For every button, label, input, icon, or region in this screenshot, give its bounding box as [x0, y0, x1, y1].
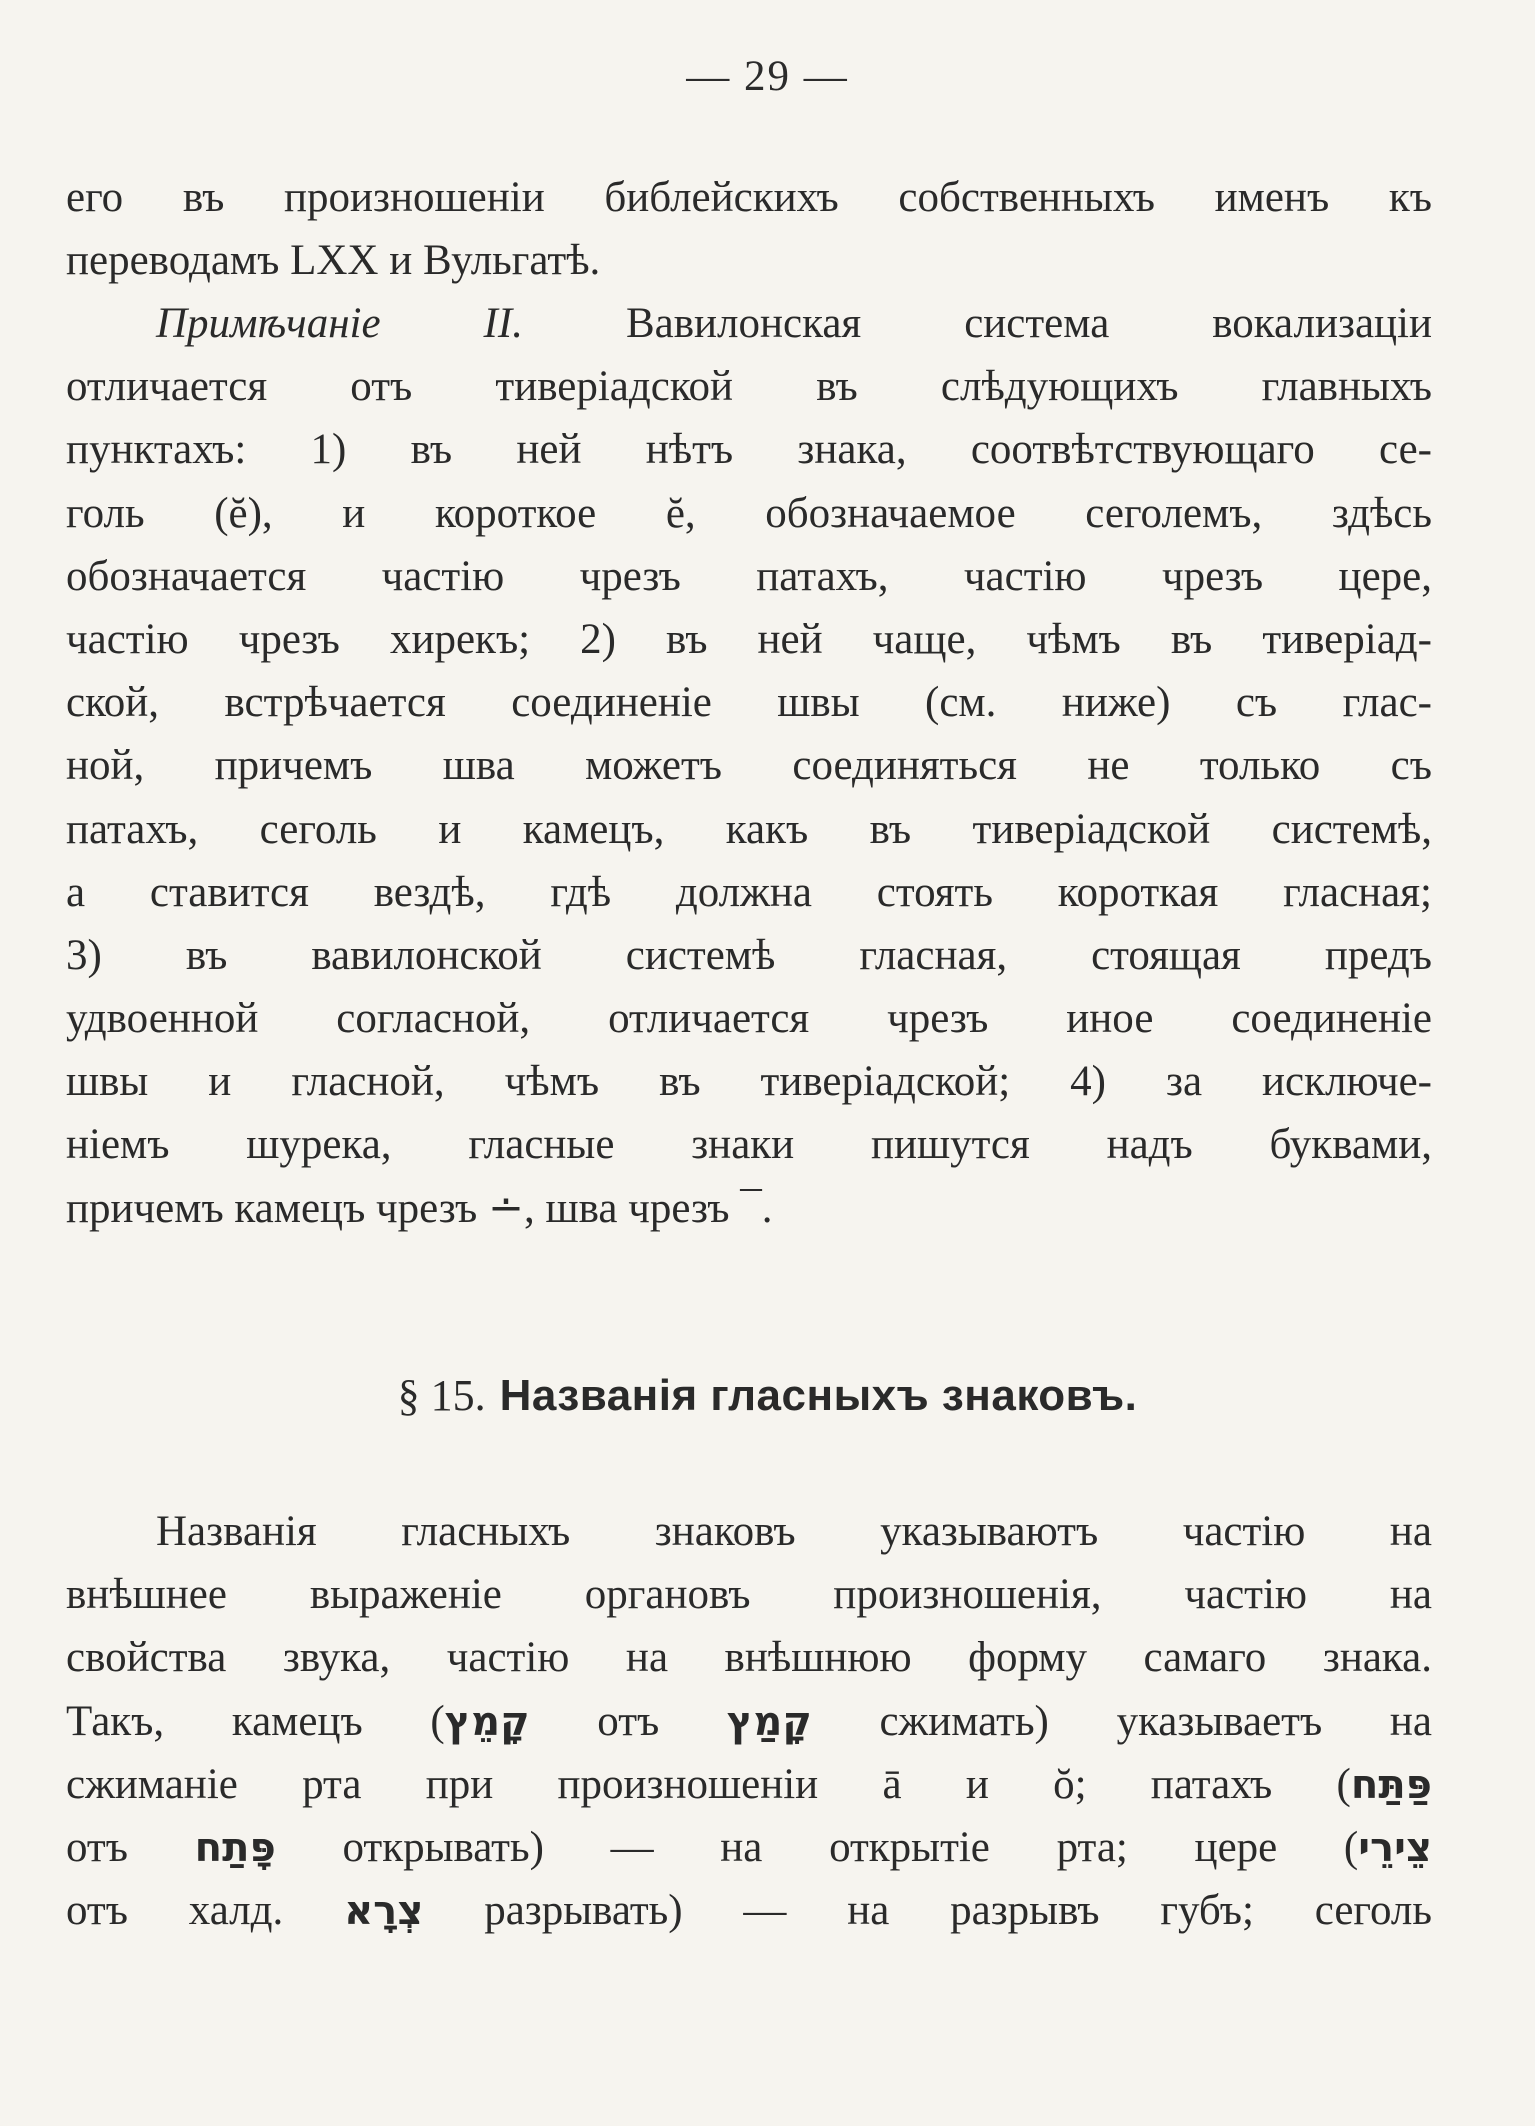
page-number: — 29 — [686, 53, 849, 100]
note-paragraph [66, 292, 1432, 1240]
text-segment: отъ халд. [66, 1887, 345, 1935]
text-line: удвоенной согласной, отличается чрезъ иное соединеніе [66, 995, 1432, 1043]
hebrew-word: צֵירֵי [1358, 1824, 1432, 1871]
section-number: § 15. [397, 1371, 486, 1420]
text-segment: отъ [529, 1697, 727, 1745]
text-line: голь (ĕ), и короткое ĕ, обозначаемое сеголемъ, здѣсь [66, 489, 1432, 537]
text-line: швы и гласной, чѣмъ въ тиверіадской; 4) за исключе- [66, 1058, 1432, 1106]
text-line: переводамъ LXX и Вульгатѣ. [66, 237, 601, 285]
paragraph-continuation [66, 166, 1432, 292]
hebrew-word: צְרָא [344, 1888, 424, 1935]
text-line [66, 1753, 1432, 1816]
text-segment: сжиманіе рта при произношеніи ā и ŏ; патахъ ( [66, 1760, 1351, 1808]
text-segment: разрывать) — на разрывъ губъ; сеголь [423, 1887, 1432, 1935]
text-line: пунктахъ: 1) въ ней нѣтъ знака, соотвѣтствующаго се- [66, 426, 1432, 474]
hebrew-word: קָמֵץ [444, 1698, 530, 1745]
text-line: отличается отъ тиверіадской въ слѣдующихъ главныхъ [66, 363, 1432, 411]
text-line: свойства звука, частію на внѣшнюю форму самаго знака. [66, 1634, 1432, 1682]
note-first-line [66, 292, 1432, 355]
text-line: его въ произношеніи библейскихъ собственныхъ именъ къ [66, 174, 1432, 221]
hebrew-word: פַּתַּח [1350, 1761, 1432, 1808]
section-heading [0, 1370, 1535, 1421]
text-line: внѣшнее выраженіе органовъ произношенія, частію на [66, 1571, 1432, 1619]
text-line: частію чрезъ хирекъ; 2) въ ней чаще, чѣмъ въ тиверіад- [66, 615, 1432, 663]
text-line: патахъ, сеголь и камецъ, какъ въ тиверіадской системѣ, [66, 805, 1432, 853]
text-line: ной, причемъ шва можетъ соединяться не только съ [66, 742, 1432, 790]
text-line: 3) въ вавилонской системѣ гласная, стоящая предъ [66, 931, 1432, 979]
hebrew-word: קָמַץ [726, 1698, 812, 1745]
text-line [66, 1816, 1432, 1879]
text-line: обозначается частію чрезъ патахъ, частію чрезъ цере, [66, 552, 1432, 600]
note-first-line-text: Вавилонская система вокализаціи [625, 300, 1433, 347]
text-line: ской, встрѣчается соединеніе швы (см. ниже) съ глас- [66, 679, 1432, 727]
text-line: Названія гласныхъ знаковъ указываютъ частію на [156, 1508, 1432, 1555]
text-segment: сжимать) указываетъ на [811, 1697, 1432, 1745]
text-segment: Такъ, камецъ ( [66, 1697, 445, 1745]
hebrew-word: פָּתַח [194, 1824, 276, 1871]
text-line: причемъ камецъ чрезъ ∸, шва чрезъ ¯. [66, 1184, 773, 1232]
text-line: ніемъ шурека, гласные знаки пишутся надъ буквами, [66, 1121, 1432, 1169]
text-line: а ставится вездѣ, гдѣ должна стоять короткая гласная; [66, 868, 1432, 916]
section-title: Названія гласныхъ знаковъ. [499, 1371, 1138, 1420]
text-segment: отъ [66, 1823, 195, 1871]
section-paragraph [66, 1500, 1432, 1942]
text-line [66, 1690, 1432, 1753]
note-label: Примѣчаніе II. [156, 300, 523, 347]
text-line [66, 1879, 1432, 1942]
text-segment: открывать) — на открытіе рта; цере ( [275, 1823, 1359, 1871]
